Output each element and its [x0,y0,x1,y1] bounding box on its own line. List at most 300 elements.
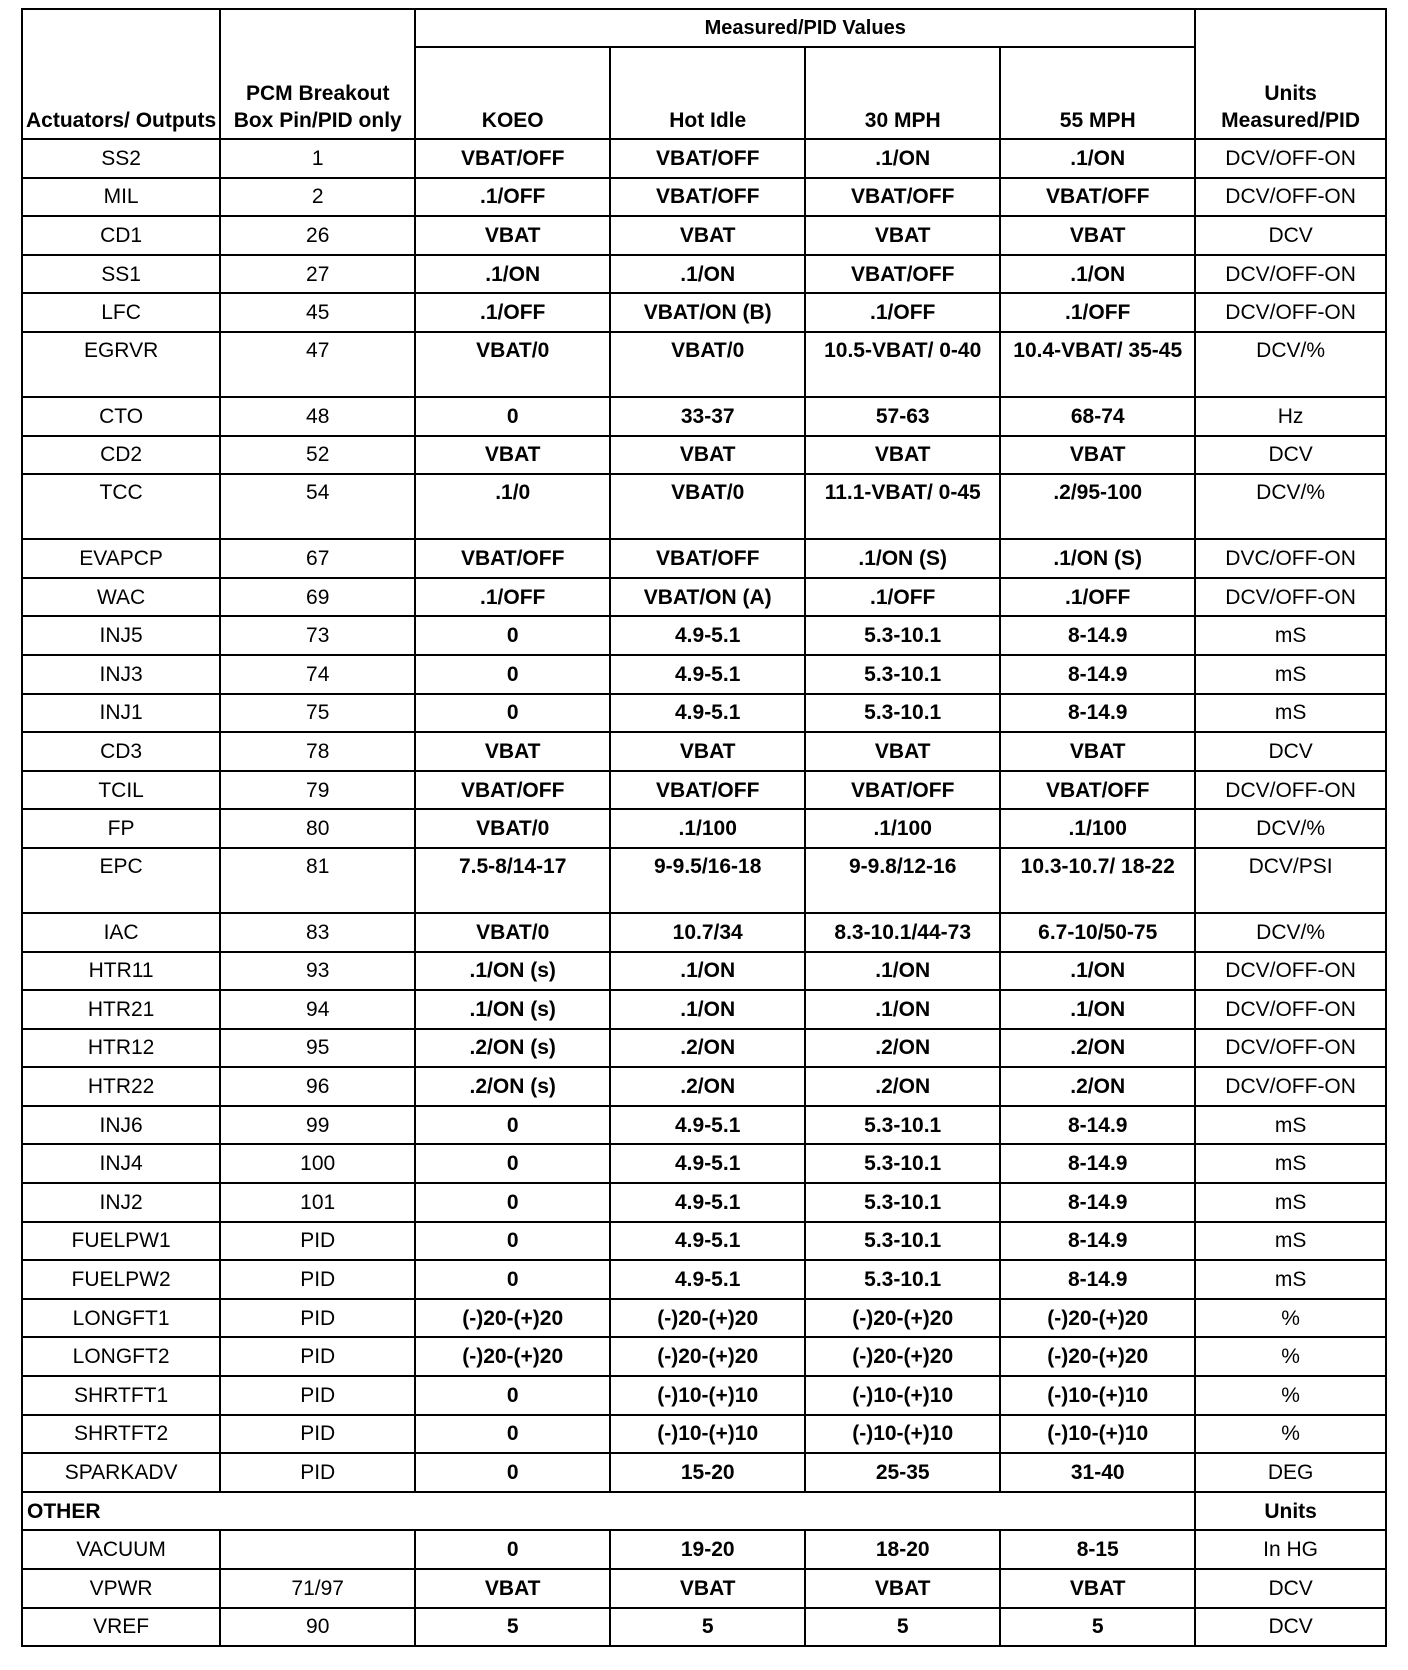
cell-30-mph: 18-20 [805,1530,1000,1569]
cell-name: WAC [22,578,220,617]
cell-units: DCV/% [1195,474,1386,539]
cell-30-mph: .2/ON [805,1067,1000,1106]
cell-name: SS1 [22,255,220,294]
main-rows [22,139,1386,1492]
cell-hot-idle: VBAT/OFF [610,178,805,217]
cell-name: SHRTFT2 [22,1415,220,1454]
cell-55-mph: 10.3-10.7/ 18-22 [1000,848,1195,913]
cell-name: LFC [22,293,220,332]
pid-values-table [21,8,1387,1647]
cell-name: SPARKADV [22,1453,220,1492]
table-row [22,732,1386,771]
cell-koeo: 0 [415,1376,610,1415]
cell-30-mph: 5 [805,1608,1000,1647]
cell-name: INJ1 [22,694,220,733]
cell-name: SHRTFT1 [22,1376,220,1415]
cell-koeo: VBAT/OFF [415,139,610,178]
cell-name: SS2 [22,139,220,178]
table-row [22,139,1386,178]
cell-name: INJ5 [22,616,220,655]
cell-units: mS [1195,616,1386,655]
cell-name: INJ4 [22,1144,220,1183]
cell-name: FP [22,809,220,848]
cell-units: DCV [1195,216,1386,255]
table-row [22,578,1386,617]
cell-units: DCV/OFF-ON [1195,1029,1386,1068]
cell-units: mS [1195,1106,1386,1145]
cell-hot-idle: .1/100 [610,809,805,848]
cell-koeo: 0 [415,1106,610,1145]
cell-units: % [1195,1337,1386,1376]
cell-30-mph: 8.3-10.1/44-73 [805,913,1000,952]
cell-pin: 78 [220,732,415,771]
cell-30-mph: VBAT/OFF [805,178,1000,217]
cell-55-mph: 31-40 [1000,1453,1195,1492]
cell-units: DCV/PSI [1195,848,1386,913]
cell-pin: 99 [220,1106,415,1145]
cell-name: EVAPCP [22,539,220,578]
cell-55-mph: 10.4-VBAT/ 35-45 [1000,332,1195,397]
cell-koeo: 0 [415,1415,610,1454]
cell-hot-idle: .2/ON [610,1029,805,1068]
table-row [22,990,1386,1029]
cell-hot-idle: VBAT [610,732,805,771]
cell-pin: PID [220,1376,415,1415]
cell-30-mph: .1/ON [805,990,1000,1029]
cell-name: LONGFT1 [22,1299,220,1338]
cell-name: EGRVR [22,332,220,397]
cell-55-mph: 8-14.9 [1000,1106,1195,1145]
cell-units: mS [1195,1222,1386,1261]
cell-hot-idle: .1/ON [610,952,805,991]
cell-hot-idle: VBAT/0 [610,332,805,397]
cell-30-mph: (-)10-(+)10 [805,1376,1000,1415]
cell-koeo: 5 [415,1608,610,1647]
cell-units: DEG [1195,1453,1386,1492]
cell-55-mph: VBAT [1000,732,1195,771]
cell-30-mph: VBAT [805,436,1000,475]
cell-pin: 93 [220,952,415,991]
cell-units: DCV [1195,732,1386,771]
cell-pin: PID [220,1222,415,1261]
cell-55-mph: 8-14.9 [1000,616,1195,655]
cell-pin: 71/97 [220,1569,415,1608]
cell-30-mph: .1/OFF [805,578,1000,617]
cell-pin: 100 [220,1144,415,1183]
cell-units: DCV/% [1195,809,1386,848]
cell-55-mph: .1/OFF [1000,293,1195,332]
cell-30-mph: 9-9.8/12-16 [805,848,1000,913]
table-row [22,1029,1386,1068]
cell-koeo: VBAT [415,732,610,771]
cell-koeo: .1/ON (s) [415,990,610,1029]
cell-55-mph: VBAT/OFF [1000,178,1195,217]
cell-hot-idle: 33-37 [610,397,805,436]
table-row [22,809,1386,848]
cell-55-mph: .1/100 [1000,809,1195,848]
cell-pin: PID [220,1453,415,1492]
cell-hot-idle: 4.9-5.1 [610,1183,805,1222]
cell-pin: 83 [220,913,415,952]
cell-koeo: VBAT/0 [415,913,610,952]
other-rows [22,1492,1386,1646]
cell-koeo: 0 [415,1222,610,1261]
cell-koeo: .1/0 [415,474,610,539]
cell-55-mph: .1/ON (S) [1000,539,1195,578]
cell-koeo: .1/OFF [415,178,610,217]
cell-pin: 54 [220,474,415,539]
cell-koeo: .1/ON (s) [415,952,610,991]
cell-koeo: VBAT/0 [415,332,610,397]
cell-pin [220,1530,415,1569]
cell-hot-idle: 4.9-5.1 [610,616,805,655]
cell-30-mph: VBAT/OFF [805,255,1000,294]
cell-units: DCV [1195,1569,1386,1608]
cell-units: DCV/OFF-ON [1195,990,1386,1029]
table-row [22,1106,1386,1145]
cell-pin: 26 [220,216,415,255]
table-row [22,216,1386,255]
cell-koeo: (-)20-(+)20 [415,1337,610,1376]
cell-hot-idle: VBAT/OFF [610,139,805,178]
cell-55-mph: (-)10-(+)10 [1000,1415,1195,1454]
cell-hot-idle: 15-20 [610,1453,805,1492]
cell-30-mph: VBAT [805,732,1000,771]
cell-units: % [1195,1299,1386,1338]
cell-pin: 73 [220,616,415,655]
cell-pin: 47 [220,332,415,397]
cell-name: TCIL [22,771,220,810]
cell-units: mS [1195,1144,1386,1183]
cell-koeo: 7.5-8/14-17 [415,848,610,913]
table-row [22,913,1386,952]
cell-55-mph: .1/ON [1000,990,1195,1029]
cell-55-mph: 5 [1000,1608,1195,1647]
cell-55-mph: 8-14.9 [1000,1222,1195,1261]
cell-30-mph: 5.3-10.1 [805,1183,1000,1222]
table-row [22,539,1386,578]
table-row [22,1415,1386,1454]
cell-name: HTR11 [22,952,220,991]
cell-koeo: 0 [415,616,610,655]
header-55-mph: 55 MPH [1000,47,1195,139]
cell-30-mph: 25-35 [805,1453,1000,1492]
cell-30-mph: .1/ON [805,139,1000,178]
cell-koeo: VBAT/0 [415,809,610,848]
cell-name: VACUUM [22,1530,220,1569]
cell-units: mS [1195,655,1386,694]
cell-hot-idle: VBAT/OFF [610,539,805,578]
other-units-label: Units [1195,1492,1386,1531]
cell-hot-idle: VBAT [610,216,805,255]
cell-units: In HG [1195,1530,1386,1569]
cell-pin: 67 [220,539,415,578]
cell-30-mph: 5.3-10.1 [805,1106,1000,1145]
cell-units: DCV [1195,1608,1386,1647]
cell-units: DCV [1195,436,1386,475]
table-row [22,178,1386,217]
cell-30-mph: 5.3-10.1 [805,694,1000,733]
cell-30-mph: 11.1-VBAT/ 0-45 [805,474,1000,539]
cell-units: DVC/OFF-ON [1195,539,1386,578]
cell-name: FUELPW2 [22,1260,220,1299]
cell-units: DCV/OFF-ON [1195,139,1386,178]
table-row [22,1183,1386,1222]
header-measured-values: Measured/PID Values [415,9,1195,47]
cell-pin: 45 [220,293,415,332]
table-row [22,771,1386,810]
cell-pin: 1 [220,139,415,178]
cell-hot-idle: 9-9.5/16-18 [610,848,805,913]
cell-units: DCV/OFF-ON [1195,1067,1386,1106]
table-row [22,952,1386,991]
cell-hot-idle: VBAT/0 [610,474,805,539]
cell-hot-idle: 5 [610,1608,805,1647]
cell-name: INJ6 [22,1106,220,1145]
cell-hot-idle: VBAT [610,436,805,475]
cell-units: DCV/% [1195,913,1386,952]
cell-hot-idle: .1/ON [610,255,805,294]
cell-name: CD1 [22,216,220,255]
cell-units: DCV/% [1195,332,1386,397]
cell-55-mph: .1/ON [1000,952,1195,991]
other-section-header [22,1492,1386,1531]
cell-30-mph: VBAT/OFF [805,771,1000,810]
cell-55-mph: .1/OFF [1000,578,1195,617]
table-row [22,1067,1386,1106]
cell-units: DCV/OFF-ON [1195,255,1386,294]
cell-koeo: 0 [415,1183,610,1222]
cell-55-mph: VBAT/OFF [1000,771,1195,810]
other-label: OTHER [22,1492,1195,1531]
cell-pin: 80 [220,809,415,848]
cell-55-mph: 8-14.9 [1000,1183,1195,1222]
cell-30-mph: 5.3-10.1 [805,1260,1000,1299]
table-row [22,1376,1386,1415]
table-row [22,848,1386,913]
cell-name: VREF [22,1608,220,1647]
cell-30-mph: 5.3-10.1 [805,655,1000,694]
cell-55-mph: .2/95-100 [1000,474,1195,539]
cell-pin: 69 [220,578,415,617]
cell-name: INJ3 [22,655,220,694]
cell-hot-idle: .2/ON [610,1067,805,1106]
cell-koeo: .1/OFF [415,293,610,332]
cell-hot-idle: VBAT/ON (A) [610,578,805,617]
cell-55-mph: 8-14.9 [1000,655,1195,694]
cell-koeo: 0 [415,1260,610,1299]
cell-55-mph: VBAT [1000,436,1195,475]
cell-pin: 48 [220,397,415,436]
cell-55-mph: .2/ON [1000,1067,1195,1106]
table-row [22,1337,1386,1376]
table-row [22,1260,1386,1299]
cell-pin: PID [220,1260,415,1299]
cell-hot-idle: VBAT/ON (B) [610,293,805,332]
header-koeo: KOEO [415,47,610,139]
cell-name: INJ2 [22,1183,220,1222]
table-row [22,293,1386,332]
cell-55-mph: 8-14.9 [1000,694,1195,733]
cell-pin: 52 [220,436,415,475]
cell-units: DCV/OFF-ON [1195,771,1386,810]
cell-name: CTO [22,397,220,436]
header-actuators: Actuators/ Outputs [22,9,220,139]
cell-55-mph: .2/ON [1000,1029,1195,1068]
cell-name: IAC [22,913,220,952]
cell-pin: PID [220,1415,415,1454]
cell-name: TCC [22,474,220,539]
cell-30-mph: 5.3-10.1 [805,616,1000,655]
cell-55-mph: VBAT [1000,216,1195,255]
cell-name: HTR21 [22,990,220,1029]
cell-30-mph: (-)20-(+)20 [805,1337,1000,1376]
cell-koeo: VBAT [415,436,610,475]
header-30-mph: 30 MPH [805,47,1000,139]
cell-pin: 27 [220,255,415,294]
cell-pin: 74 [220,655,415,694]
cell-55-mph: (-)10-(+)10 [1000,1376,1195,1415]
cell-hot-idle: 19-20 [610,1530,805,1569]
header-units: Units Measured/PID [1195,9,1386,139]
cell-name: LONGFT2 [22,1337,220,1376]
cell-55-mph: 68-74 [1000,397,1195,436]
table-row [22,1299,1386,1338]
cell-pin: 2 [220,178,415,217]
cell-koeo: 0 [415,397,610,436]
table-row [22,436,1386,475]
cell-55-mph: 8-15 [1000,1530,1195,1569]
cell-name: MIL [22,178,220,217]
cell-30-mph: (-)20-(+)20 [805,1299,1000,1338]
cell-pin: 94 [220,990,415,1029]
table-row [22,1453,1386,1492]
table-row [22,255,1386,294]
cell-hot-idle: 4.9-5.1 [610,1260,805,1299]
cell-koeo: .1/ON [415,255,610,294]
cell-koeo: (-)20-(+)20 [415,1299,610,1338]
cell-hot-idle: 4.9-5.1 [610,694,805,733]
table-row [22,694,1386,733]
cell-pin: 90 [220,1608,415,1647]
cell-hot-idle: 4.9-5.1 [610,655,805,694]
table-row [22,616,1386,655]
cell-hot-idle: 4.9-5.1 [610,1222,805,1261]
cell-koeo: 0 [415,694,610,733]
table-row [22,1530,1386,1569]
cell-koeo: .2/ON (s) [415,1067,610,1106]
cell-hot-idle: .1/ON [610,990,805,1029]
cell-55-mph: 6.7-10/50-75 [1000,913,1195,952]
cell-koeo: 0 [415,1453,610,1492]
cell-pin: 96 [220,1067,415,1106]
cell-55-mph: (-)20-(+)20 [1000,1337,1195,1376]
cell-30-mph: .1/100 [805,809,1000,848]
table-row [22,1569,1386,1608]
cell-pin: 81 [220,848,415,913]
cell-hot-idle: 10.7/34 [610,913,805,952]
cell-pin: 79 [220,771,415,810]
cell-units: DCV/OFF-ON [1195,293,1386,332]
cell-units: mS [1195,1260,1386,1299]
cell-30-mph: .1/OFF [805,293,1000,332]
cell-55-mph: 8-14.9 [1000,1260,1195,1299]
cell-hot-idle: (-)20-(+)20 [610,1337,805,1376]
cell-units: Hz [1195,397,1386,436]
cell-koeo: VBAT/OFF [415,539,610,578]
cell-name: VPWR [22,1569,220,1608]
cell-name: CD2 [22,436,220,475]
cell-55-mph: (-)20-(+)20 [1000,1299,1195,1338]
cell-30-mph: .2/ON [805,1029,1000,1068]
cell-pin: PID [220,1337,415,1376]
header-pcm-pin: PCM Breakout Box Pin/PID only [220,9,415,139]
cell-30-mph: VBAT [805,1569,1000,1608]
cell-name: CD3 [22,732,220,771]
cell-30-mph: .1/ON (S) [805,539,1000,578]
cell-pin: 95 [220,1029,415,1068]
cell-30-mph: 10.5-VBAT/ 0-40 [805,332,1000,397]
cell-pin: 75 [220,694,415,733]
cell-koeo: 0 [415,1530,610,1569]
cell-koeo: VBAT [415,216,610,255]
cell-name: HTR12 [22,1029,220,1068]
cell-koeo: 0 [415,1144,610,1183]
table-row [22,1144,1386,1183]
cell-55-mph: .1/ON [1000,255,1195,294]
table-row [22,332,1386,397]
cell-30-mph: 57-63 [805,397,1000,436]
cell-units: DCV/OFF-ON [1195,952,1386,991]
cell-koeo: VBAT [415,1569,610,1608]
cell-55-mph: 8-14.9 [1000,1144,1195,1183]
cell-units: mS [1195,1183,1386,1222]
cell-hot-idle: (-)10-(+)10 [610,1376,805,1415]
cell-units: % [1195,1415,1386,1454]
cell-name: HTR22 [22,1067,220,1106]
cell-hot-idle: (-)20-(+)20 [610,1299,805,1338]
cell-30-mph: 5.3-10.1 [805,1222,1000,1261]
cell-name: FUELPW1 [22,1222,220,1261]
cell-55-mph: .1/ON [1000,139,1195,178]
cell-30-mph: VBAT [805,216,1000,255]
cell-koeo: .2/ON (s) [415,1029,610,1068]
cell-units: % [1195,1376,1386,1415]
table-row [22,1222,1386,1261]
cell-30-mph: (-)10-(+)10 [805,1415,1000,1454]
cell-hot-idle: VBAT [610,1569,805,1608]
table-row [22,474,1386,539]
cell-units: DCV/OFF-ON [1195,178,1386,217]
cell-55-mph: VBAT [1000,1569,1195,1608]
table-row [22,655,1386,694]
table-row [22,397,1386,436]
cell-koeo: 0 [415,655,610,694]
cell-hot-idle: 4.9-5.1 [610,1106,805,1145]
cell-units: DCV/OFF-ON [1195,578,1386,617]
cell-name: EPC [22,848,220,913]
cell-pin: PID [220,1299,415,1338]
cell-pin: 101 [220,1183,415,1222]
cell-30-mph: 5.3-10.1 [805,1144,1000,1183]
cell-30-mph: .1/ON [805,952,1000,991]
cell-hot-idle: (-)10-(+)10 [610,1415,805,1454]
cell-koeo: VBAT/OFF [415,771,610,810]
header-hot-idle: Hot Idle [610,47,805,139]
cell-hot-idle: 4.9-5.1 [610,1144,805,1183]
cell-koeo: .1/OFF [415,578,610,617]
cell-hot-idle: VBAT/OFF [610,771,805,810]
